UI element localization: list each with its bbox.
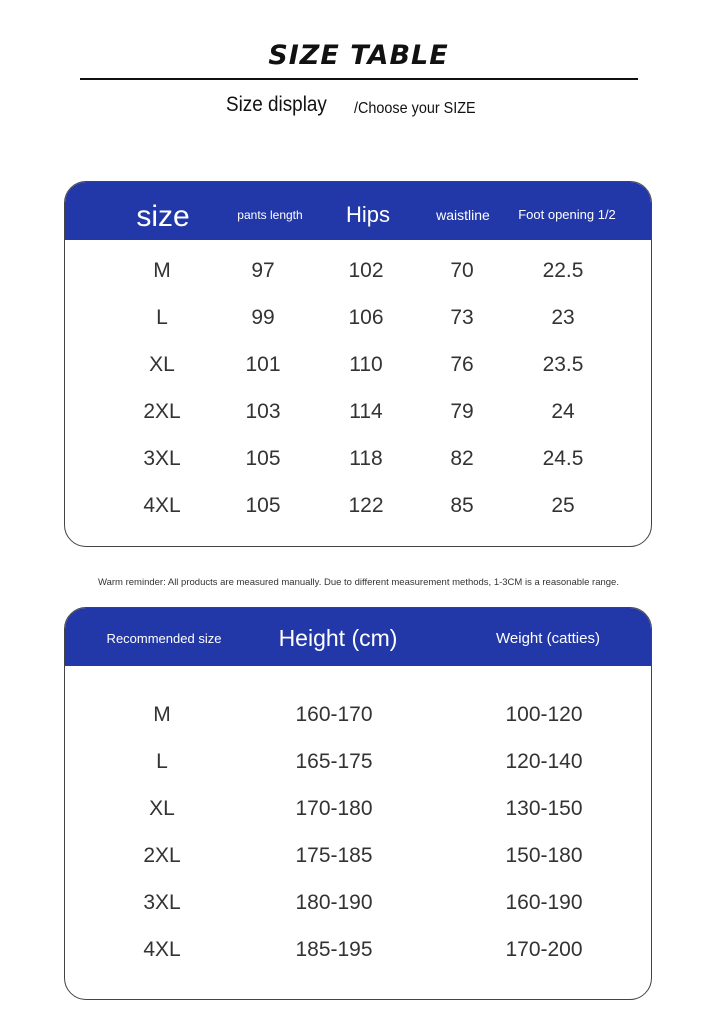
subtitle-choose-size: /Choose your SIZE	[354, 100, 476, 117]
cell-height: 175-185	[295, 844, 373, 867]
cell-height: 160-170	[295, 703, 373, 726]
cell-height: 170-180	[295, 797, 373, 820]
cell-weight: 160-190	[505, 891, 583, 914]
recommended-size-table	[64, 607, 652, 1000]
cell-height: 185-195	[295, 938, 373, 961]
cell-waistline: 82	[450, 447, 474, 470]
header-foot-opening: Foot opening 1/2	[518, 207, 616, 222]
cell-foot-opening: 25	[551, 494, 575, 517]
header-recommended-size: Recommended size	[106, 631, 222, 646]
cell-weight: 170-200	[505, 938, 583, 961]
cell-pants-length: 97	[251, 259, 275, 282]
cell-size: L	[156, 306, 168, 329]
page-title: SIZE TABLE	[268, 40, 449, 71]
warm-reminder-note: Warm reminder: All products are measured manually. Due to different measurement methods, 1-3CM is a reasonable range.	[98, 577, 619, 588]
header-weight: Weight (catties)	[496, 630, 600, 647]
cell-weight: 130-150	[505, 797, 583, 820]
cell-size: 4XL	[143, 494, 181, 517]
cell-size: 3XL	[143, 891, 181, 914]
cell-pants-length: 105	[245, 494, 281, 517]
cell-waistline: 79	[450, 400, 474, 423]
cell-hips: 102	[348, 259, 384, 282]
cell-hips: 114	[349, 400, 383, 423]
table-header	[65, 182, 651, 240]
cell-size: M	[153, 703, 171, 726]
cell-waistline: 85	[450, 494, 474, 517]
cell-size: XL	[149, 797, 175, 820]
cell-pants-length: 101	[245, 353, 281, 376]
cell-height: 180-190	[295, 891, 373, 914]
header-height: Height (cm)	[278, 625, 398, 651]
cell-weight: 120-140	[505, 750, 583, 773]
cell-waistline: 76	[450, 353, 474, 376]
header-hips: Hips	[345, 202, 391, 227]
title-underline	[80, 78, 638, 80]
cell-size: 2XL	[143, 400, 181, 423]
cell-hips: 118	[349, 447, 383, 470]
cell-size: 3XL	[143, 447, 181, 470]
cell-pants-length: 105	[245, 447, 281, 470]
cell-hips: 122	[348, 494, 384, 517]
cell-size: L	[156, 750, 168, 773]
header-waistline: waistline	[436, 207, 490, 223]
cell-size: M	[153, 259, 171, 282]
cell-pants-length: 99	[251, 306, 275, 329]
size-measurement-table	[64, 181, 652, 547]
cell-foot-opening: 24.5	[542, 447, 584, 470]
cell-pants-length: 103	[245, 400, 281, 423]
header-pants-length: pants length	[237, 208, 303, 222]
cell-waistline: 70	[450, 259, 474, 282]
cell-hips: 106	[348, 306, 384, 329]
cell-weight: 100-120	[505, 703, 583, 726]
cell-size: 2XL	[143, 844, 181, 867]
cell-size: XL	[149, 353, 175, 376]
cell-foot-opening: 23.5	[542, 353, 584, 376]
cell-size: 4XL	[143, 938, 181, 961]
table-header	[65, 608, 651, 666]
cell-weight: 150-180	[505, 844, 583, 867]
cell-waistline: 73	[450, 306, 474, 329]
cell-foot-opening: 24	[551, 400, 575, 423]
cell-foot-opening: 22.5	[542, 259, 584, 282]
cell-height: 165-175	[295, 750, 373, 773]
cell-hips: 110	[349, 353, 383, 376]
cell-foot-opening: 23	[551, 306, 575, 329]
header-size: size	[136, 200, 190, 233]
subtitle-size-display: Size display	[226, 93, 327, 116]
